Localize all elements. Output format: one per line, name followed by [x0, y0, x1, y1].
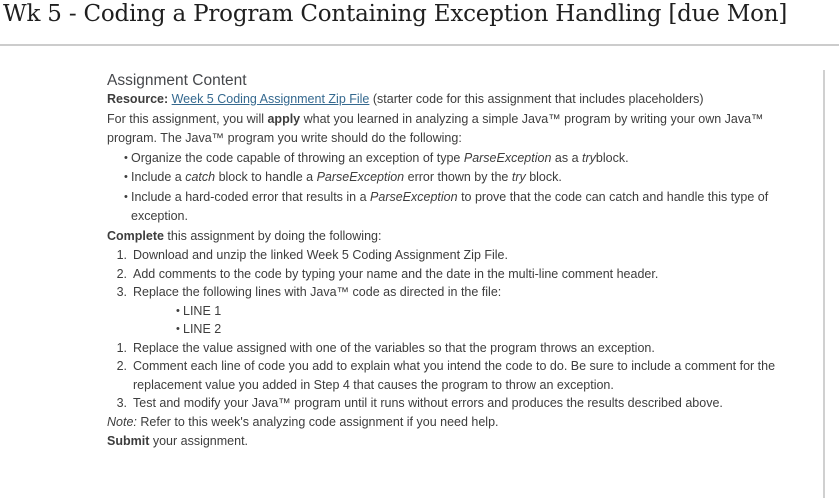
- intro-paragraph: For this assignment, you will apply what you learned in analyzing a simple Java™ program by writing your own Java™ program. The Java™ program you write should do the following:: [107, 111, 764, 145]
- sub-list-item: • LINE 2: [133, 320, 812, 339]
- section-heading: Assignment Content: [107, 72, 247, 89]
- list-item: • Organize the code capable of throwing an exception of type ParseException as a tryblock.: [107, 149, 812, 169]
- assignment-content-panel: [107, 71, 812, 452]
- list-item: Test and modify your Java™ program until it runs without errors and produces the results described above.: [133, 396, 723, 410]
- content-panel-right-border: [823, 70, 825, 498]
- sub-bullet-list: [133, 302, 812, 339]
- assignment-body: [107, 90, 812, 452]
- requirements-list: [107, 149, 812, 227]
- list-item: Replace the following lines with Java™ code as directed in the file: • LINE 1 • LINE 2: [107, 283, 812, 339]
- list-item: Replace the value assigned with one of the variables so that the program throws an exception.: [133, 340, 655, 355]
- resource-line: Resource: Week 5 Coding Assignment Zip File (starter code for this assignment that includes placeholders): [107, 92, 704, 106]
- title-divider: [0, 44, 839, 46]
- page-title: Wk 5 - Coding a Program Containing Exception Handling [due Mon]: [3, 1, 788, 27]
- note-paragraph: Note: Refer to this week's analyzing code assignment if you need help.: [107, 414, 499, 429]
- zip-file-link[interactable]: Week 5 Coding Assignment Zip File: [171, 92, 370, 106]
- submit-paragraph: Submit your assignment.: [107, 434, 249, 448]
- steps-list-1: [107, 246, 812, 339]
- steps-list-2: [107, 339, 812, 413]
- list-item: • Include a catch block to handle a ParseException error thown by the try block.: [107, 168, 812, 188]
- list-item: Comment each line of code you add to explain what you intend the code to do. Be sure to include a comment for the replacement value you added in Step 4 that causes the program to throw an exception.: [133, 359, 776, 392]
- list-item: Download and unzip the linked Week 5 Coding Assignment Zip File.: [133, 248, 508, 262]
- list-item: Add comments to the code by typing your name and the date in the multi-line comment header.: [133, 266, 659, 281]
- sub-list-item: • LINE 1: [133, 302, 812, 321]
- complete-paragraph: Complete this assignment by doing the following:: [107, 228, 382, 243]
- list-item: • Include a hard-coded error that results in a ParseException to prove that the code can catch and handle this type of exception.: [107, 188, 812, 227]
